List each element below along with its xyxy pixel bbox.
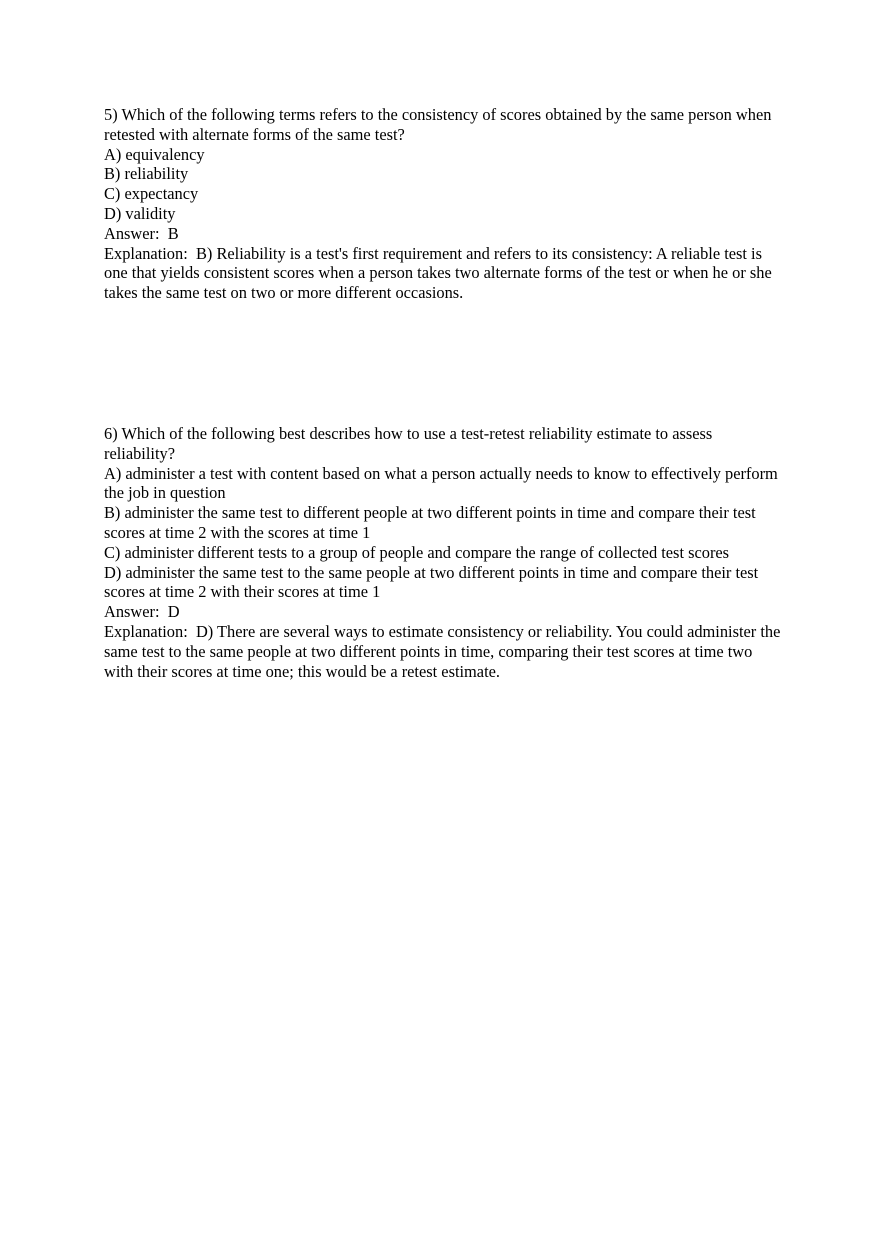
option-b: B) administer the same test to different people at two different points in time and compare their test scores at time 2 with the scores at time 1 bbox=[104, 503, 756, 542]
option-a: A) administer a test with content based on what a person actually needs to know to effectively perform the job in question bbox=[104, 463, 778, 503]
answer-line bbox=[104, 602, 784, 622]
answer-label: Answer: bbox=[104, 223, 168, 243]
option-c: C) expectancy bbox=[104, 184, 199, 204]
explanation-text: B) Reliability is a test's first requirement and refers to its consistency: A reliable test is one that yields consistent scores when a person takes two alternate forms of the test or when he or she takes the same test on two or more different occasions. bbox=[104, 243, 772, 303]
explanation-label: Explanation: bbox=[104, 243, 196, 263]
explanation-line bbox=[104, 244, 784, 303]
explanation-text: D) There are several ways to estimate consistency or reliability. You could administer the same test to the same people at two different points in time, comparing their test scores at time two with their scores at time one; this would be a retest estimate. bbox=[104, 621, 781, 681]
option-d: D) validity bbox=[104, 203, 176, 223]
question-6 bbox=[104, 424, 784, 681]
explanation-line bbox=[104, 622, 784, 681]
option-c: C) administer different tests to a group of people and compare the range of collected test scores bbox=[104, 542, 730, 562]
answer-line bbox=[104, 224, 784, 244]
answer-label: Answer: bbox=[104, 602, 168, 622]
option-b: B) reliability bbox=[104, 164, 189, 184]
option-d: D) administer the same test to the same people at two different points in time and compare their test scores at time 2 with their scores at time 1 bbox=[104, 562, 759, 602]
answer-value: D bbox=[167, 602, 180, 622]
question-5 bbox=[104, 105, 784, 303]
option-a: A) equivalency bbox=[104, 144, 205, 164]
question-stem: 6) Which of the following best describes how to use a test-retest reliability estimate to assess reliability? bbox=[104, 424, 713, 463]
question-stem: 5) Which of the following terms refers to the consistency of scores obtained by the same person when retested with alternate forms of the same test? bbox=[104, 105, 772, 144]
answer-value: B bbox=[167, 223, 179, 243]
explanation-label: Explanation: bbox=[104, 621, 196, 641]
